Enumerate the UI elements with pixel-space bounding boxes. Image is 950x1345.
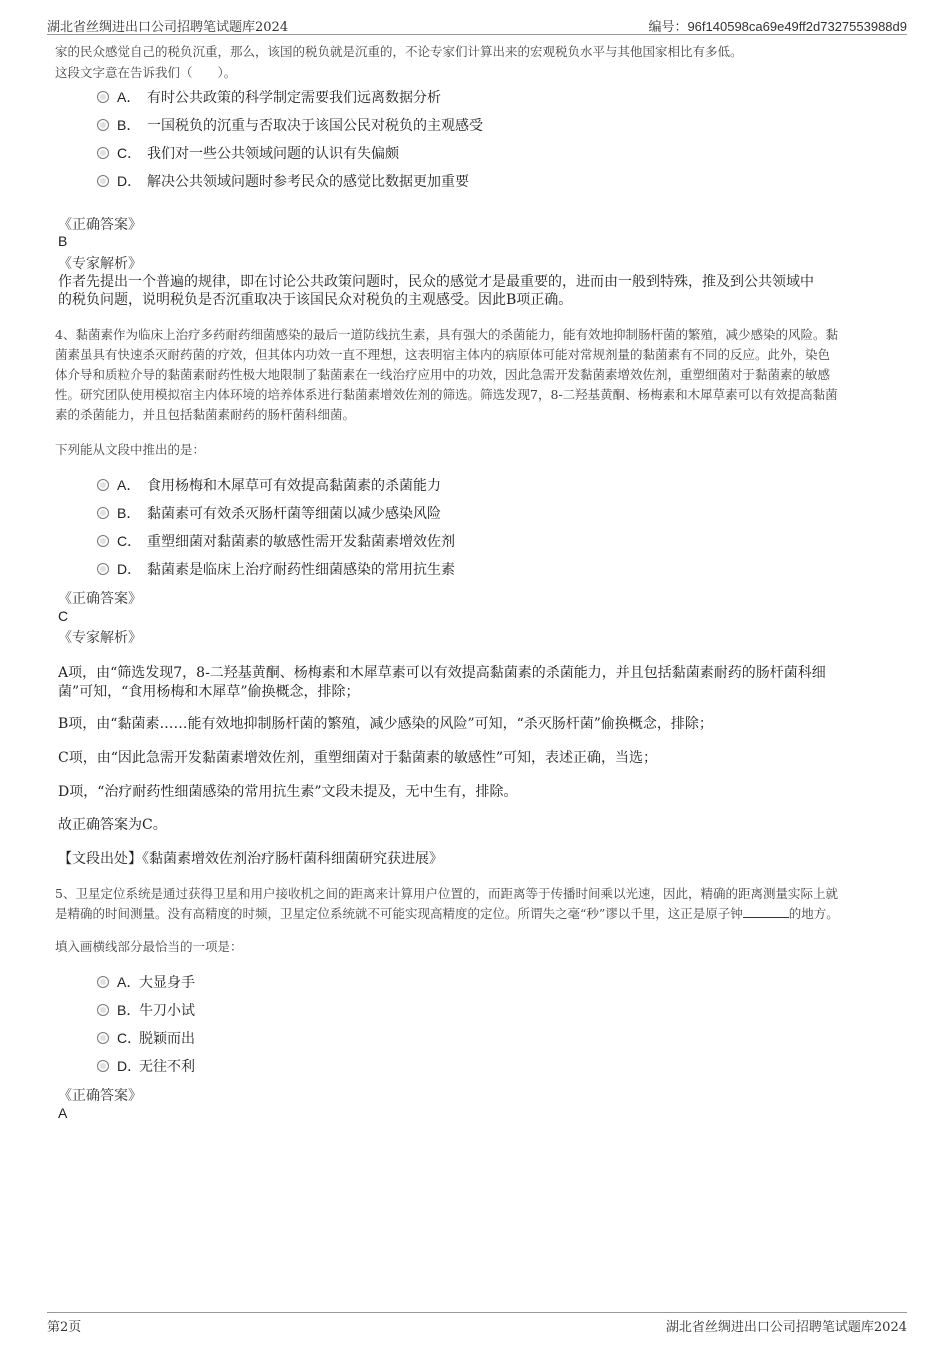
q5-answer-label: 《正确答案》 [58, 1088, 142, 1104]
q4-conclusion: 故正确答案为C。 [58, 817, 167, 833]
q3-passage-line-2: 这段文字意在告诉我们（ ）。 [55, 65, 237, 80]
q5-question: 填入画横线部分最恰当的一项是： [55, 939, 243, 954]
q4-analysis-d: D项，“治疗耐药性细菌感染的常用抗生素”文段未提及，无中生有，排除。 [58, 784, 518, 800]
q4-answer: C [58, 608, 69, 624]
page-footer [47, 1312, 907, 1335]
q4-analysis-b: B项，由“黏菌素……能有效地抑制肠杆菌的繁殖，减少感染的风险”可知，“杀灭肠杆菌”偷换概念，排除； [58, 716, 713, 732]
q4-option-c[interactable]: C． 重塑细菌对黏菌素的敏感性需开发黏菌素增效佐剂 [97, 530, 455, 552]
q4-option-d[interactable]: D． 黏菌素是临床上治疗耐药性细菌感染的常用抗生素 [97, 558, 455, 580]
q4-analysis-a-line-1: A项，由“筛选发现7，8-二羟基黄酮、杨梅素和木犀草素可以有效提高黏菌素的杀菌能力，并且包括黏菌素耐药的肠杆菌科细 [58, 665, 826, 681]
q3-option-b[interactable]: B． 一国税负的沉重与否取决于该国公民对税负的主观感受 [97, 114, 483, 136]
radio-icon[interactable] [97, 1060, 109, 1072]
radio-icon[interactable] [97, 175, 109, 187]
page-number: 第2页 [47, 1320, 82, 1335]
q3-option-a[interactable]: A． 有时公共政策的科学制定需要我们远离数据分析 [97, 86, 441, 108]
q4-passage-line-5: 素的杀菌能力，并且包括黏菌素耐药的肠杆菌科细菌。 [55, 407, 356, 422]
q4-source: 【文段出处】《黏菌素增效佐剂治疗肠杆菌科细菌研究获进展》 [58, 851, 443, 867]
q3-passage-line-1: 家的民众感觉自己的税负沉重，那么，该国的税负就是沉重的，不论专家们计算出来的宏观税负水平与其他国家相比有多低。 [55, 44, 743, 59]
radio-icon[interactable] [97, 563, 109, 575]
q3-answer: B [58, 233, 68, 249]
q5-option-b[interactable]: B．牛刀小试 [97, 999, 195, 1021]
radio-icon[interactable] [97, 147, 109, 159]
q4-passage-line-1: 4、黏菌素作为临床上治疗多药耐药细菌感染的最后一道防线抗生素，具有强大的杀菌能力，能有效地抑制肠杆菌的繁殖，减少感染的风险。黏 [55, 327, 838, 342]
q5-option-d[interactable]: D．无往不利 [97, 1055, 195, 1077]
q4-passage-line-2: 菌素虽具有快速杀灭耐药菌的疗效，但其体内功效一直不理想，这表明宿主体内的病原体可能对常规剂量的黏菌素有不同的反应。此外，染色 [55, 347, 831, 362]
q4-analysis-a-line-2: 菌”可知，“食用杨梅和木犀草”偷换概念，排除； [58, 684, 360, 700]
q5-passage-line-2: 是精确的时间测量。没有高精度的时频，卫星定位系统就不可能实现高精度的定位。所谓失之毫“秒”谬以千里，这正是原子钟 的地方。 [55, 906, 839, 921]
q4-passage-line-3: 体介导和质粒介导的黏菌素耐药性极大地限制了黏菌素在一线治疗应用中的功效，因此急需开发黏菌素增效佐剂，重塑细菌对于黏菌素的敏感 [55, 367, 831, 382]
q4-analysis-c: C项，由“因此急需开发黏菌素增效佐剂，重塑细菌对于黏菌素的敏感性”可知，表述正确，当选； [58, 750, 658, 766]
q4-passage-line-4: 性。研究团队使用模拟宿主内体环境的培养体系进行黏菌素增效佐剂的筛选。筛选发现7，8-二羟基黄酮、杨梅素和木犀草素可以有效提高黏菌 [55, 387, 838, 402]
footer-title: 湖北省丝绸进出口公司招聘笔试题库2024 [665, 1320, 907, 1335]
q3-option-d[interactable]: D． 解决公共领域问题时参考民众的感觉比数据更加重要 [97, 170, 469, 192]
header-title: 湖北省丝绸进出口公司招聘笔试题库2024 [47, 20, 289, 35]
q5-option-a[interactable]: A．大显身手 [97, 971, 195, 993]
radio-icon[interactable] [97, 535, 109, 547]
q4-answer-label: 《正确答案》 [58, 591, 142, 607]
radio-icon[interactable] [97, 507, 109, 519]
radio-icon[interactable] [97, 91, 109, 103]
q4-analysis-label: 《专家解析》 [58, 630, 142, 646]
document-code: 编号：96f140598ca69e49ff2d7327553988d9 [648, 19, 907, 34]
radio-icon[interactable] [97, 119, 109, 131]
q3-analysis-line-1: 作者先提出一个普遍的规律，即在讨论公共政策问题时，民众的感觉才是最重要的，进而由一般到特殊，推及到公共领域中 [58, 274, 814, 290]
q3-answer-label: 《正确答案》 [58, 217, 142, 233]
q5-option-c[interactable]: C．脱颖而出 [97, 1027, 195, 1049]
q3-option-c[interactable]: C． 我们对一些公共领域问题的认识有失偏颇 [97, 142, 399, 164]
q4-option-b[interactable]: B． 黏菌素可有效杀灭肠杆菌等细菌以减少感染风险 [97, 502, 441, 524]
radio-icon[interactable] [97, 976, 109, 988]
radio-icon[interactable] [97, 1004, 109, 1016]
q4-option-a[interactable]: A． 食用杨梅和木犀草可有效提高黏菌素的杀菌能力 [97, 474, 441, 496]
radio-icon[interactable] [97, 479, 109, 491]
page-header [47, 14, 907, 35]
q3-analysis-label: 《专家解析》 [58, 256, 142, 272]
q5-answer: A [58, 1105, 68, 1121]
radio-icon[interactable] [97, 1032, 109, 1044]
fill-in-blank [743, 905, 789, 918]
q5-passage-line-1: 5、卫星定位系统是通过获得卫星和用户接收机之间的距离来计算用户位置的，而距离等于传播时间乘以光速，因此，精确的距离测量实际上就 [55, 886, 838, 901]
q4-question: 下列能从文段中推出的是： [55, 442, 206, 457]
q3-analysis-line-2: 的税负问题，说明税负是否沉重取决于该国民众对税负的主观感受。因此B项正确。 [58, 292, 573, 308]
